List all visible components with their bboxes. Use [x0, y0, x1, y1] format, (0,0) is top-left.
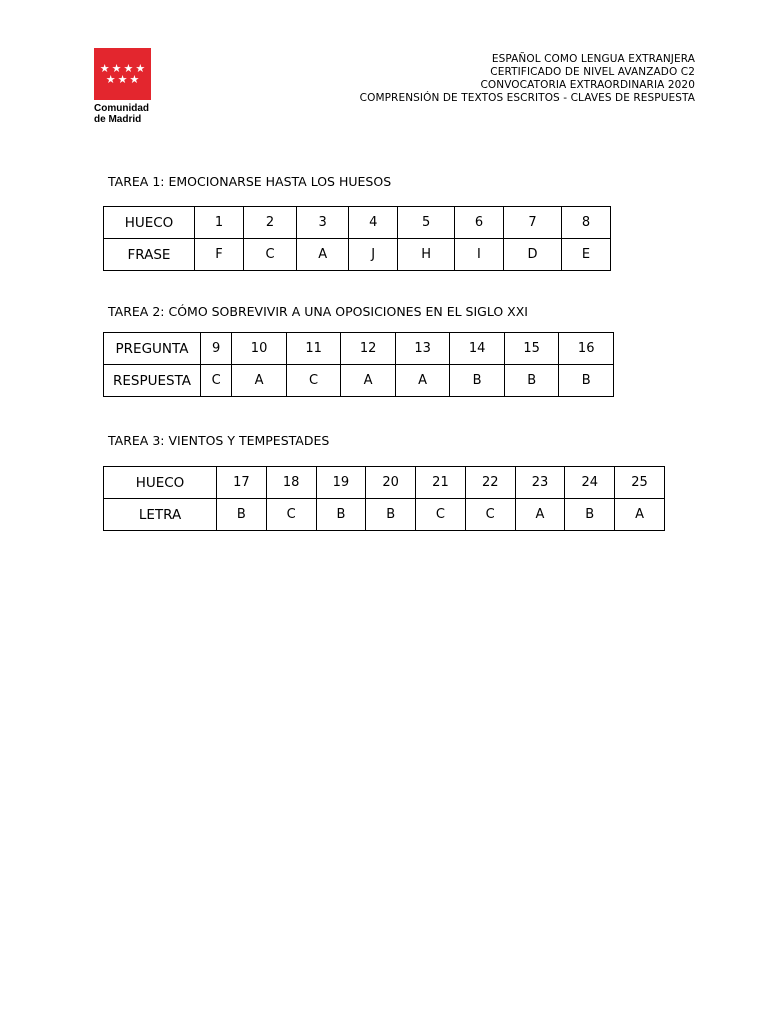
- star-icon: ★: [123, 62, 134, 75]
- table-row: [104, 499, 665, 531]
- item-number-cell: 1: [195, 207, 244, 239]
- item-number-cell: 20: [366, 467, 416, 499]
- answer-cell: B: [565, 499, 615, 531]
- item-number-cell: 16: [559, 333, 614, 365]
- item-number-cell: 18: [266, 467, 316, 499]
- task-3-answer-table: [103, 466, 665, 531]
- answer-cell: E: [562, 239, 611, 271]
- item-number-cell: 2: [243, 207, 296, 239]
- item-number-cell: 9: [201, 333, 232, 365]
- table-row: [104, 467, 665, 499]
- table-row: [104, 239, 611, 271]
- answer-cell: A: [232, 365, 287, 397]
- comunidad-de-madrid-logo: [94, 48, 154, 125]
- item-number-cell: 4: [349, 207, 398, 239]
- item-number-cell: 22: [465, 467, 515, 499]
- answer-cell: H: [398, 239, 455, 271]
- row-label: PREGUNTA: [104, 333, 201, 365]
- logo-text: Comunidad de Madrid: [94, 103, 149, 125]
- star-icon: ★: [117, 73, 128, 86]
- item-number-cell: 13: [395, 333, 450, 365]
- header-line: CONVOCATORIA EXTRAORDINARIA 2020: [480, 79, 695, 91]
- answer-cell: A: [615, 499, 665, 531]
- task-2-answer-table: [103, 332, 614, 397]
- item-number-cell: 7: [503, 207, 561, 239]
- answer-cell: F: [195, 239, 244, 271]
- header-line: COMPRENSIÓN DE TEXTOS ESCRITOS - CLAVES DE RESPUESTA: [359, 92, 695, 104]
- answer-cell: B: [366, 499, 416, 531]
- row-label: RESPUESTA: [104, 365, 201, 397]
- answer-cell: B: [450, 365, 505, 397]
- answer-cell: B: [504, 365, 559, 397]
- table-row: [104, 365, 614, 397]
- item-number-cell: 3: [297, 207, 349, 239]
- star-icon: ★: [105, 73, 116, 86]
- item-number-cell: 6: [455, 207, 504, 239]
- item-number-cell: 21: [416, 467, 466, 499]
- answer-cell: A: [395, 365, 450, 397]
- row-label: LETRA: [104, 499, 217, 531]
- item-number-cell: 24: [565, 467, 615, 499]
- answer-cell: J: [349, 239, 398, 271]
- item-number-cell: 10: [232, 333, 287, 365]
- item-number-cell: 12: [341, 333, 396, 365]
- item-number-cell: 23: [515, 467, 565, 499]
- answer-cell: B: [559, 365, 614, 397]
- row-label: HUECO: [104, 467, 217, 499]
- item-number-cell: 25: [615, 467, 665, 499]
- answer-cell: C: [201, 365, 232, 397]
- table-row: [104, 207, 611, 239]
- header-line: ESPAÑOL COMO LENGUA EXTRANJERA: [491, 53, 695, 65]
- madrid-flag-icon: [94, 48, 151, 100]
- item-number-cell: 11: [286, 333, 341, 365]
- answer-cell: A: [341, 365, 396, 397]
- row-label: FRASE: [104, 239, 195, 271]
- item-number-cell: 14: [450, 333, 505, 365]
- header-line: CERTIFICADO DE NIVEL AVANZADO C2: [490, 66, 695, 78]
- answer-cell: C: [465, 499, 515, 531]
- answer-cell: I: [455, 239, 504, 271]
- table-row: [104, 333, 614, 365]
- item-number-cell: 19: [316, 467, 366, 499]
- answer-cell: C: [286, 365, 341, 397]
- star-icon: ★: [99, 62, 110, 75]
- task-1-title: TAREA 1: EMOCIONARSE HASTA LOS HUESOS: [108, 174, 392, 189]
- item-number-cell: 15: [504, 333, 559, 365]
- answer-cell: C: [243, 239, 296, 271]
- answer-cell: C: [416, 499, 466, 531]
- star-icon: ★: [111, 62, 122, 75]
- answer-cell: B: [316, 499, 366, 531]
- answer-cell: C: [266, 499, 316, 531]
- answer-cell: A: [297, 239, 349, 271]
- star-icon: ★: [135, 62, 146, 75]
- answer-cell: A: [515, 499, 565, 531]
- answer-cell: D: [503, 239, 561, 271]
- task-1-answer-table: [103, 206, 611, 271]
- item-number-cell: 8: [562, 207, 611, 239]
- item-number-cell: 17: [217, 467, 267, 499]
- answer-cell: B: [217, 499, 267, 531]
- star-icon: ★: [129, 73, 140, 86]
- item-number-cell: 5: [398, 207, 455, 239]
- row-label: HUECO: [104, 207, 195, 239]
- document-header: [360, 53, 695, 105]
- task-2-title: TAREA 2: CÓMO SOBREVIVIR A UNA OPOSICIONES EN EL SIGLO XXI: [108, 304, 528, 319]
- task-3-title: TAREA 3: VIENTOS Y TEMPESTADES: [108, 433, 330, 448]
